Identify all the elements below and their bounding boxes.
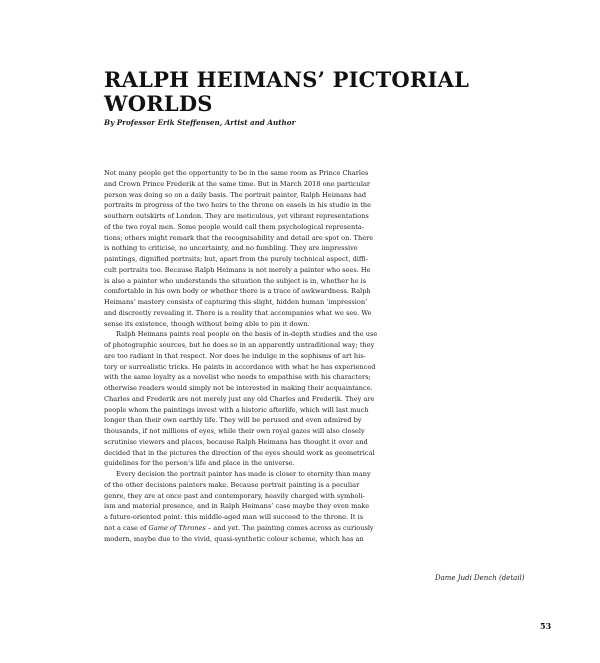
- body-line: and discreetly revealing it. There is a reality that accompanies what we see. We: [104, 308, 372, 317]
- page-number: 53: [540, 621, 552, 631]
- article-body: [104, 168, 416, 544]
- article-byline: By Professor Erik Steffensen, Artist and Author: [104, 118, 296, 127]
- body-line: paintings, dignified portraits; but, apart from the purely technical aspect, diffi-: [104, 255, 368, 263]
- body-line: Not many people get the opportunity to be in the same room as Prince Charles: [104, 169, 369, 177]
- body-line-segment: not a case of: [104, 523, 149, 532]
- body-line: Ralph Heimans paints real people on the basis of in-depth studies and the use: [116, 330, 378, 339]
- article-title-line-2: WORLDS: [104, 91, 213, 116]
- body-line: tions; others might remark that the recognisability and detail are spot on. There: [104, 233, 374, 242]
- body-line: otherwise readers would simply not be interested in making their acquaintance.: [104, 384, 373, 392]
- body-line: cult portraits too. Because Ralph Heimans is not merely a painter who sees. He: [104, 265, 371, 274]
- body-line: ism and material presence, and in Ralph Heimans’ case maybe they even make: [104, 502, 370, 511]
- body-line: is also a painter who understands the situation the subject is in, whether he is: [104, 276, 367, 285]
- body-line: of the other decisions painters make. Because portrait painting is a peculiar: [104, 480, 360, 489]
- body-line: a future-oriented point: this middle-aged man will succeed to the throne. It is: [104, 513, 364, 521]
- body-line: are too radiant in that respect. Nor does he indulge in the sophisms of art his-: [104, 351, 366, 360]
- body-line: comfortable in his own body or whether there is a trace of awkwardness. Ralph: [104, 287, 371, 296]
- body-line: guidelines for the person’s life and place in the universe.: [104, 459, 295, 468]
- body-line: and Crown Prince Frederik at the same time. But in March 2018 one particular: [104, 179, 371, 188]
- body-line: southern outskirts of London. They are meticulous, yet vibrant representations: [104, 212, 369, 220]
- body-line: Every decision the portrait painter has made is closer to eternity than many: [116, 470, 371, 478]
- image-caption: Dame Judi Dench (detail): [435, 574, 525, 582]
- body-line: with the same loyalty as a novelist who needs to empathise with his characters;: [104, 373, 371, 382]
- body-line: modern, maybe due to the vivid, quasi-synthetic colour scheme, which has an: [104, 534, 364, 543]
- body-line: genre, they are at once past and contemporary, heavily charged with symboli-: [104, 491, 365, 500]
- body-line: tory or surrealistic tricks. He paints in accordance with what he has experienced: [104, 362, 376, 371]
- body-line: of the two royal men. Some people would call them psychological representa-: [104, 222, 365, 231]
- body-line: person was doing so on a daily basis. The portrait painter, Ralph Heimans had: [104, 190, 367, 199]
- body-line: [104, 523, 416, 534]
- body-line: Heimans’ mastery consists of capturing this slight, hidden human ‘impression’: [104, 298, 368, 306]
- article-title: [104, 67, 470, 116]
- body-line: portraits in progress of the two heirs to the throne on easels in his studio in the: [104, 201, 372, 210]
- body-line: decided that in the pictures the direction of the eyes should work as geometrical: [104, 448, 375, 457]
- body-line: sense its existence, though without being able to pin it down.: [104, 319, 310, 328]
- body-line: of photographic sources, but he does so in an apparently untraditional way; they: [104, 341, 375, 349]
- body-line: Charles and Frederik are not merely just any old Charles and Frederik. They are: [104, 394, 375, 403]
- body-line-segment: – and yet. The painting comes across as curiously: [205, 523, 374, 532]
- book-title-italic: Game of Thrones: [148, 523, 206, 532]
- body-line: people whom the paintings invest with a historic afterlife, which will last much: [104, 405, 369, 414]
- body-line: is nothing to criticise, no uncertainty, and no fumbling. They are impressive: [104, 244, 358, 253]
- body-line: longer than their own earthly life. They will be perused and even admired by: [104, 416, 362, 425]
- article-title-line-1: RALPH HEIMANS’ PICTORIAL: [104, 67, 470, 92]
- body-line: scrutinise viewers and places, because Ralph Heimans has thought it over and: [104, 437, 368, 446]
- body-line: thousands, if not millions of eyes, while their own royal gazes will also closely: [104, 427, 365, 435]
